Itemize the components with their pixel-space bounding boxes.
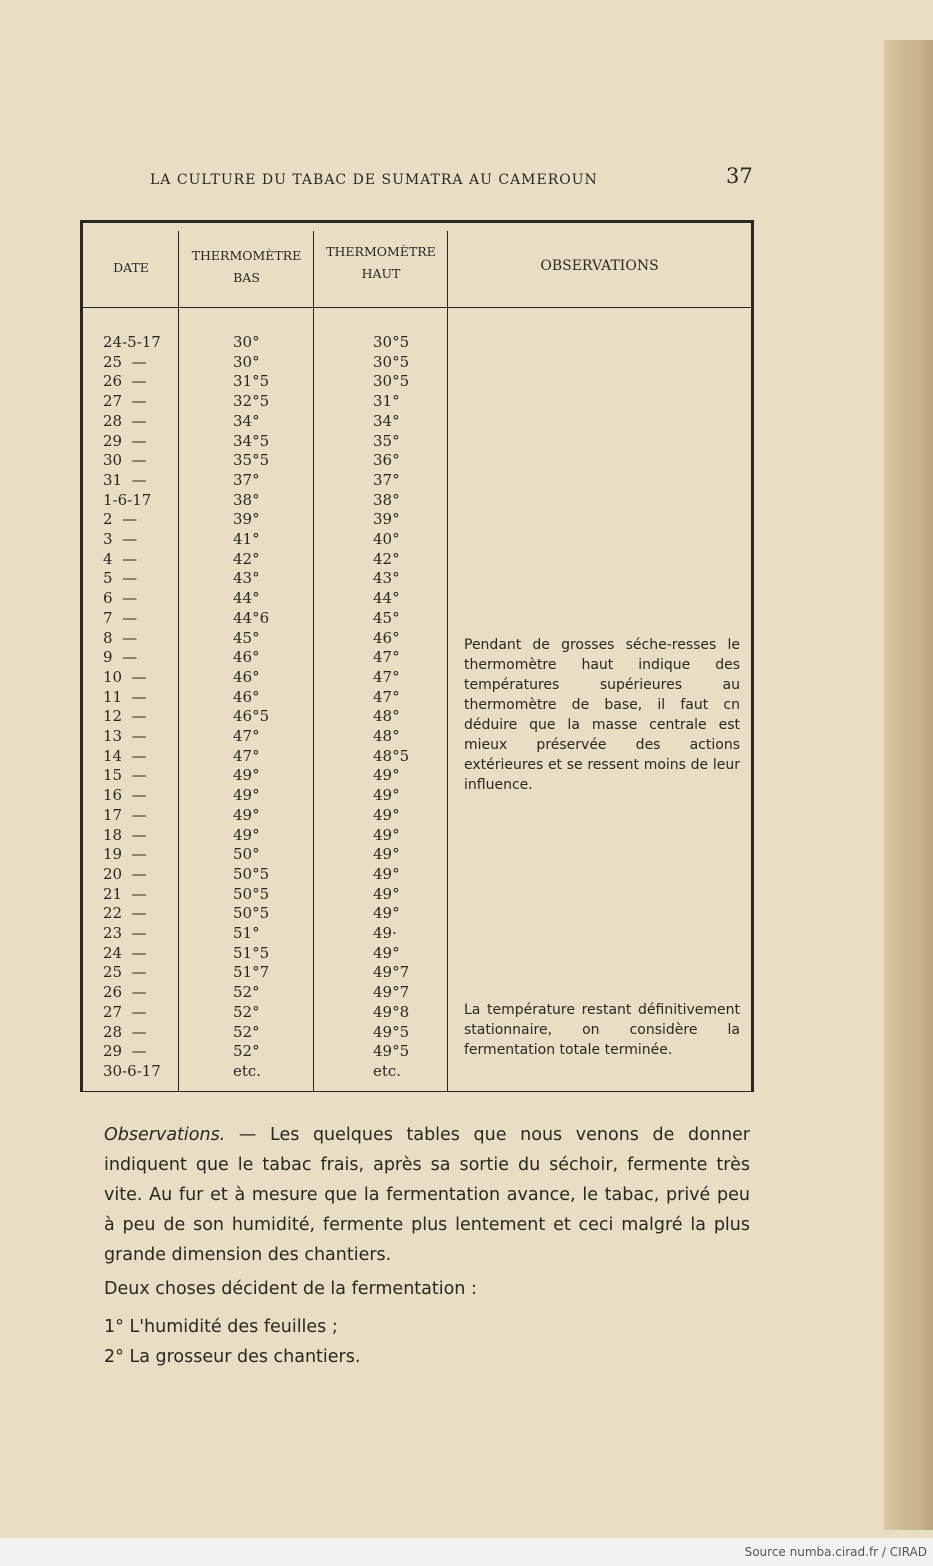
- page-number: 37: [726, 164, 753, 188]
- thermo-haut-cell: 37°: [373, 470, 400, 489]
- thermo-bas-cell: 31°5: [233, 372, 270, 391]
- thermo-bas-cell: 46°5: [233, 707, 270, 726]
- date-cell: 13 —: [103, 727, 147, 745]
- thermo-haut-cell: 49°7: [373, 983, 410, 1002]
- header-line: HAUT: [361, 266, 401, 281]
- thermo-bas-cell: 38°: [233, 490, 260, 509]
- thermo-haut-cell: 36°: [373, 451, 400, 470]
- thermo-bas-cell: 51°5: [233, 943, 270, 962]
- thermo-bas-cell: 50°: [233, 845, 260, 864]
- date-cell: 24-5-17: [103, 333, 161, 351]
- thermo-haut-cell: 48°5: [373, 746, 410, 765]
- thermo-haut-cell: 34°: [373, 411, 400, 430]
- date-cell: 20 —: [103, 864, 147, 883]
- thermo-haut-cell: 47°: [373, 648, 400, 667]
- temperature-table: [80, 220, 754, 1092]
- paragraph-observations: [104, 1120, 750, 1270]
- date-cell: 25 —: [103, 352, 147, 371]
- thermo-bas-cell: 30°: [233, 333, 260, 351]
- date-cell: 26 —: [103, 372, 147, 391]
- thermo-haut-cell: 48°: [373, 727, 400, 745]
- thermo-bas-cell: 51°7: [233, 963, 270, 982]
- thermo-bas-cell: etc.: [233, 1061, 262, 1080]
- thermo-haut-cell: 30°5: [373, 333, 410, 351]
- thermo-haut-cell: 49°: [373, 904, 400, 923]
- column-divider: [313, 231, 314, 1091]
- date-cell: 29 —: [103, 431, 147, 450]
- thermo-bas-cell: 52°: [233, 1002, 260, 1021]
- date-cell: 30-6-17: [103, 1061, 161, 1080]
- header-thermo-haut: [314, 241, 448, 285]
- thermo-haut-cell: 49°: [373, 766, 400, 785]
- thermo-haut-cell: 30°5: [373, 352, 410, 371]
- thermo-bas-cell: 51°: [233, 924, 260, 942]
- thermo-bas-cell: 50°5: [233, 864, 270, 883]
- date-cell: 5 —: [103, 569, 138, 588]
- thermo-bas-cell: 45°: [233, 628, 260, 647]
- thermo-bas-cell: 37°: [233, 470, 260, 489]
- date-cell: 2 —: [103, 510, 138, 529]
- thermo-bas-cell: 47°: [233, 746, 260, 765]
- date-cell: 29 —: [103, 1042, 147, 1061]
- date-cell: 10 —: [103, 667, 147, 686]
- thermo-bas-cell: 30°: [233, 352, 260, 371]
- date-cell: 22 —: [103, 904, 147, 923]
- date-cell: 6 —: [103, 589, 138, 608]
- date-cell: 15 —: [103, 766, 147, 785]
- thermo-bas-cell: 32°5: [233, 392, 270, 411]
- date-cell: 14 —: [103, 746, 147, 765]
- thermo-haut-cell: 49°: [373, 943, 400, 962]
- thermo-haut-cell: 49°5: [373, 1022, 410, 1041]
- paragraph-two-things: Deux choses décident de la fermentation :: [104, 1279, 477, 1299]
- thermo-haut-cell: 49°: [373, 825, 400, 844]
- date-cell: 27 —: [103, 392, 147, 411]
- header-thermo-bas: [179, 245, 314, 289]
- table-header: [83, 223, 751, 308]
- thermo-haut-cell: 47°: [373, 667, 400, 686]
- thermo-bas-cell: 34°: [233, 411, 260, 430]
- paragraph-text: — Les quelques tables que nous venons de donner indiquent que le tabac frais, après sa sortie du séchoir, fermente très vite. Au fur et à mesure que la fermentation avance, le tabac, privé peu à peu de son humidité, fermente plus lentement et ceci malgré la plus grande dimension des chantiers.: [104, 1125, 750, 1265]
- thermo-haut-cell: 49°: [373, 805, 400, 824]
- thermo-bas-cell: 34°5: [233, 431, 270, 450]
- date-cell: 8 —: [103, 628, 138, 647]
- thermo-haut-cell: 35°: [373, 431, 400, 450]
- source-credit: Source numba.cirad.fr / CIRAD: [744, 1545, 927, 1559]
- thermo-haut-cell: 49°5: [373, 1042, 410, 1061]
- list-item-2: 2° La grosseur des chantiers.: [104, 1347, 361, 1367]
- thermo-haut-cell: 47°: [373, 687, 400, 706]
- thermo-haut-cell: 49°: [373, 864, 400, 883]
- observation-text-1: Pendant de grosses séche-resses le thermomètre haut indique des températures supérieures au thermomètre de base, il faut cn déduire que la masse centrale est mieux préservée des actions extérieures et se ressent moins de leur influence.: [464, 637, 740, 793]
- header-line: BAS: [233, 270, 260, 285]
- date-cell: 31 —: [103, 470, 147, 489]
- thermo-haut-cell: 46°: [373, 628, 400, 647]
- thermo-haut-cell: 40°: [373, 530, 400, 548]
- thermo-bas-cell: 35°5: [233, 451, 270, 470]
- thermo-haut-cell: 49°8: [373, 1002, 410, 1021]
- thermo-haut-cell: 38°: [373, 490, 400, 509]
- date-cell: 17 —: [103, 805, 147, 824]
- running-head: LA CULTURE DU TABAC DE SUMATRA AU CAMEROUN: [150, 172, 598, 188]
- page-edge: [884, 40, 933, 1530]
- date-cell: 12 —: [103, 707, 147, 726]
- date-cell: 19 —: [103, 845, 147, 864]
- date-cell: 9 —: [103, 648, 138, 667]
- thermo-haut-cell: 49°: [373, 845, 400, 864]
- thermo-bas-cell: 49°: [233, 766, 260, 785]
- thermo-bas-cell: 49°: [233, 805, 260, 824]
- thermo-bas-cell: 46°: [233, 687, 260, 706]
- header-line: THERMOMÈTRE: [326, 244, 436, 259]
- date-cell: 28 —: [103, 411, 147, 430]
- thermo-bas-cell: 52°: [233, 1022, 260, 1041]
- header-observations: OBSERVATIONS: [540, 258, 659, 274]
- thermo-bas-cell: 49°: [233, 825, 260, 844]
- thermo-haut-cell: 30°5: [373, 372, 410, 391]
- date-cell: 28 —: [103, 1022, 147, 1041]
- thermo-haut-cell: 48°: [373, 707, 400, 726]
- thermo-haut-cell: 45°: [373, 608, 400, 627]
- thermo-haut-cell: 49°: [373, 786, 400, 805]
- thermo-bas-cell: 49°: [233, 786, 260, 805]
- header-line: THERMOMÈTRE: [191, 248, 302, 263]
- thermo-bas-cell: 44°: [233, 589, 260, 608]
- thermo-haut-cell: 31°: [373, 392, 400, 411]
- date-cell: 25 —: [103, 963, 147, 982]
- thermo-haut-cell: 49°: [373, 884, 400, 903]
- thermo-haut-cell: 42°: [373, 549, 400, 568]
- date-cell: 26 —: [103, 983, 147, 1002]
- thermo-haut-cell: 43°: [373, 569, 400, 588]
- date-cell: 4 —: [103, 549, 138, 568]
- thermo-haut-cell: 44°: [373, 589, 400, 608]
- observation-text-2: La température restant définitivement stationnaire, on considère la fermentation totale terminée.: [464, 1002, 740, 1058]
- thermo-haut-cell: etc.: [373, 1061, 402, 1080]
- date-cell: 1-6-17: [103, 490, 152, 509]
- date-cell: 30 —: [103, 451, 147, 470]
- thermo-bas-cell: 52°: [233, 983, 260, 1002]
- thermo-bas-cell: 50°5: [233, 884, 270, 903]
- date-cell: 18 —: [103, 825, 147, 844]
- thermo-bas-cell: 44°6: [233, 608, 270, 627]
- date-cell: 7 —: [103, 608, 138, 627]
- thermo-bas-cell: 46°: [233, 648, 260, 667]
- thermo-haut-cell: 49·: [373, 924, 397, 942]
- list-item-1: 1° L'humidité des feuilles ;: [104, 1317, 338, 1337]
- date-cell: 24 —: [103, 943, 147, 962]
- thermo-bas-cell: 42°: [233, 549, 260, 568]
- date-cell: 21 —: [103, 884, 147, 903]
- thermo-bas-cell: 50°5: [233, 904, 270, 923]
- thermo-haut-cell: 39°: [373, 510, 400, 529]
- date-cell: 27 —: [103, 1002, 147, 1021]
- thermo-bas-cell: 43°: [233, 569, 260, 588]
- date-cell: 16 —: [103, 786, 147, 805]
- header-date: DATE: [113, 260, 149, 275]
- column-divider: [447, 231, 448, 1091]
- date-cell: 3 —: [103, 530, 138, 548]
- thermo-bas-cell: 39°: [233, 510, 260, 529]
- date-cell: 11 —: [103, 687, 147, 706]
- thermo-haut-cell: 49°7: [373, 963, 410, 982]
- thermo-bas-cell: 52°: [233, 1042, 260, 1061]
- thermo-bas-cell: 46°: [233, 667, 260, 686]
- thermo-bas-cell: 47°: [233, 727, 260, 745]
- paragraph-lead: Observations.: [104, 1125, 226, 1145]
- column-divider: [178, 231, 179, 1091]
- date-cell: 23 —: [103, 924, 147, 942]
- thermo-bas-cell: 41°: [233, 530, 260, 548]
